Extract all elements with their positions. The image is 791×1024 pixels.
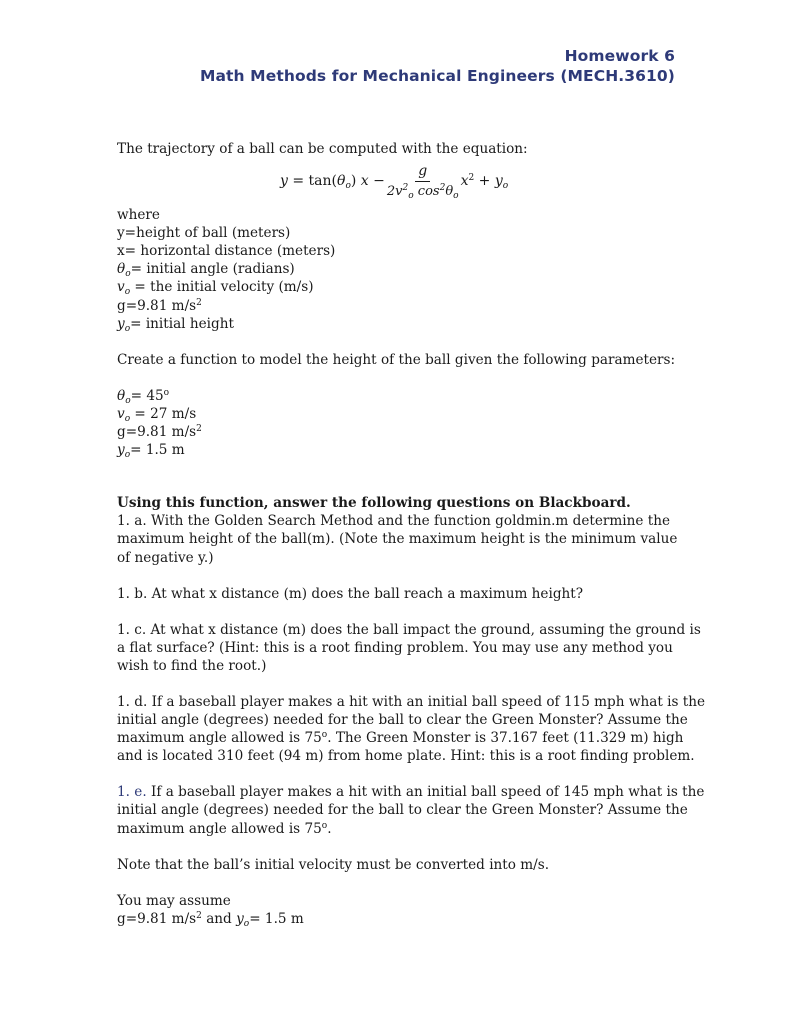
question-1b: 1. b. At what x distance (m) does the ball reach a maximum height?	[117, 585, 584, 602]
eq-lhs: $y = \tan(\theta_o) x$ −	[280, 173, 385, 192]
intro-text: The trajectory of a ball can be computed with the equation:	[117, 141, 528, 157]
where-block: where y=height of ball (meters) x= horizontal distance (meters) $\theta_o=$ initial angle (radians) $v_o$ = the initial velocity (m/s) g=9.81 $m/s^2$ $y_o=$ initial height	[117, 207, 336, 334]
question-1e: 1. e. If a baseball player makes a hit with an initial ball speed of 145 mph what is the	[117, 784, 705, 801]
document-header	[200, 46, 675, 86]
question-1c: 1. c. At what x distance (m) does the ball impact the ground, assuming the ground is	[117, 621, 701, 638]
eq-rhs: $x^2 + y_o$	[460, 173, 509, 192]
velocity-note: Note that the ball’s initial velocity must be converted into m/s.	[117, 856, 550, 873]
eq-fraction: $\frac{g}{2v^2_o \cos^2\theta_o}$	[386, 162, 459, 201]
questions-heading: Using this function, answer the following questions on Blackboard.	[117, 495, 631, 512]
parameters-block: $\theta_o= 45^o$ $v_o = 27$ m/s g=9.81 $m/s^2$ $y_o= 1.5$ m	[117, 387, 202, 461]
create-function-text: Create a function to model the height of the ball given the following parameters:	[117, 351, 676, 368]
document-body	[117, 140, 706, 929]
homework-title: Homework 6	[564, 47, 675, 65]
question-1d: 1. d. If a baseball player makes a hit with an initial ball speed of 115 mph what is the	[117, 693, 706, 710]
course-title: Math Methods for Mechanical Engineers (MECH.3610)	[199, 67, 675, 85]
question-1a: 1. a. With the Golden Search Method and the function goldmin.m determine the	[117, 513, 671, 530]
assumption-block: You may assume g=9.81 $m/s^2$ and $y_o= 1.5$ m	[117, 892, 304, 929]
questions-block: Using this function, answer the following questions on Blackboard. 1. a. With the Golden Search Method and the function goldmin.m determine the maximum height of the ball(m). (Note the maximum height is the minimum value of negative y.) 1. b. At what x distance (m) does the ball reach a maximum height? 1. c. At what x distance (m) does the ball impact the ground, assuming the ground is a flat surface? (Hint: this is a root finding problem. You may use any method you wish to find the root.) 1. d. If a baseball player makes a hit with an initial ball speed of 115 mph what is the initial angle (degrees) needed for the ball to clear the Green Monster? Assume the maximum angle allowed is 75$^o$. The Green Monster is 37.167 feet (11.329 m) high and is located 310 feet (94 m) from home plate. Hint: this is a root finding problem. 1. e. If a baseball player makes a hit with an initial ball speed of 145 mph what is the initial angle (degrees) needed for the ball to clear the Green Monster? Assume the maximum angle allowed is 75$^o$.	[117, 495, 706, 837]
trajectory-equation	[117, 158, 679, 206]
